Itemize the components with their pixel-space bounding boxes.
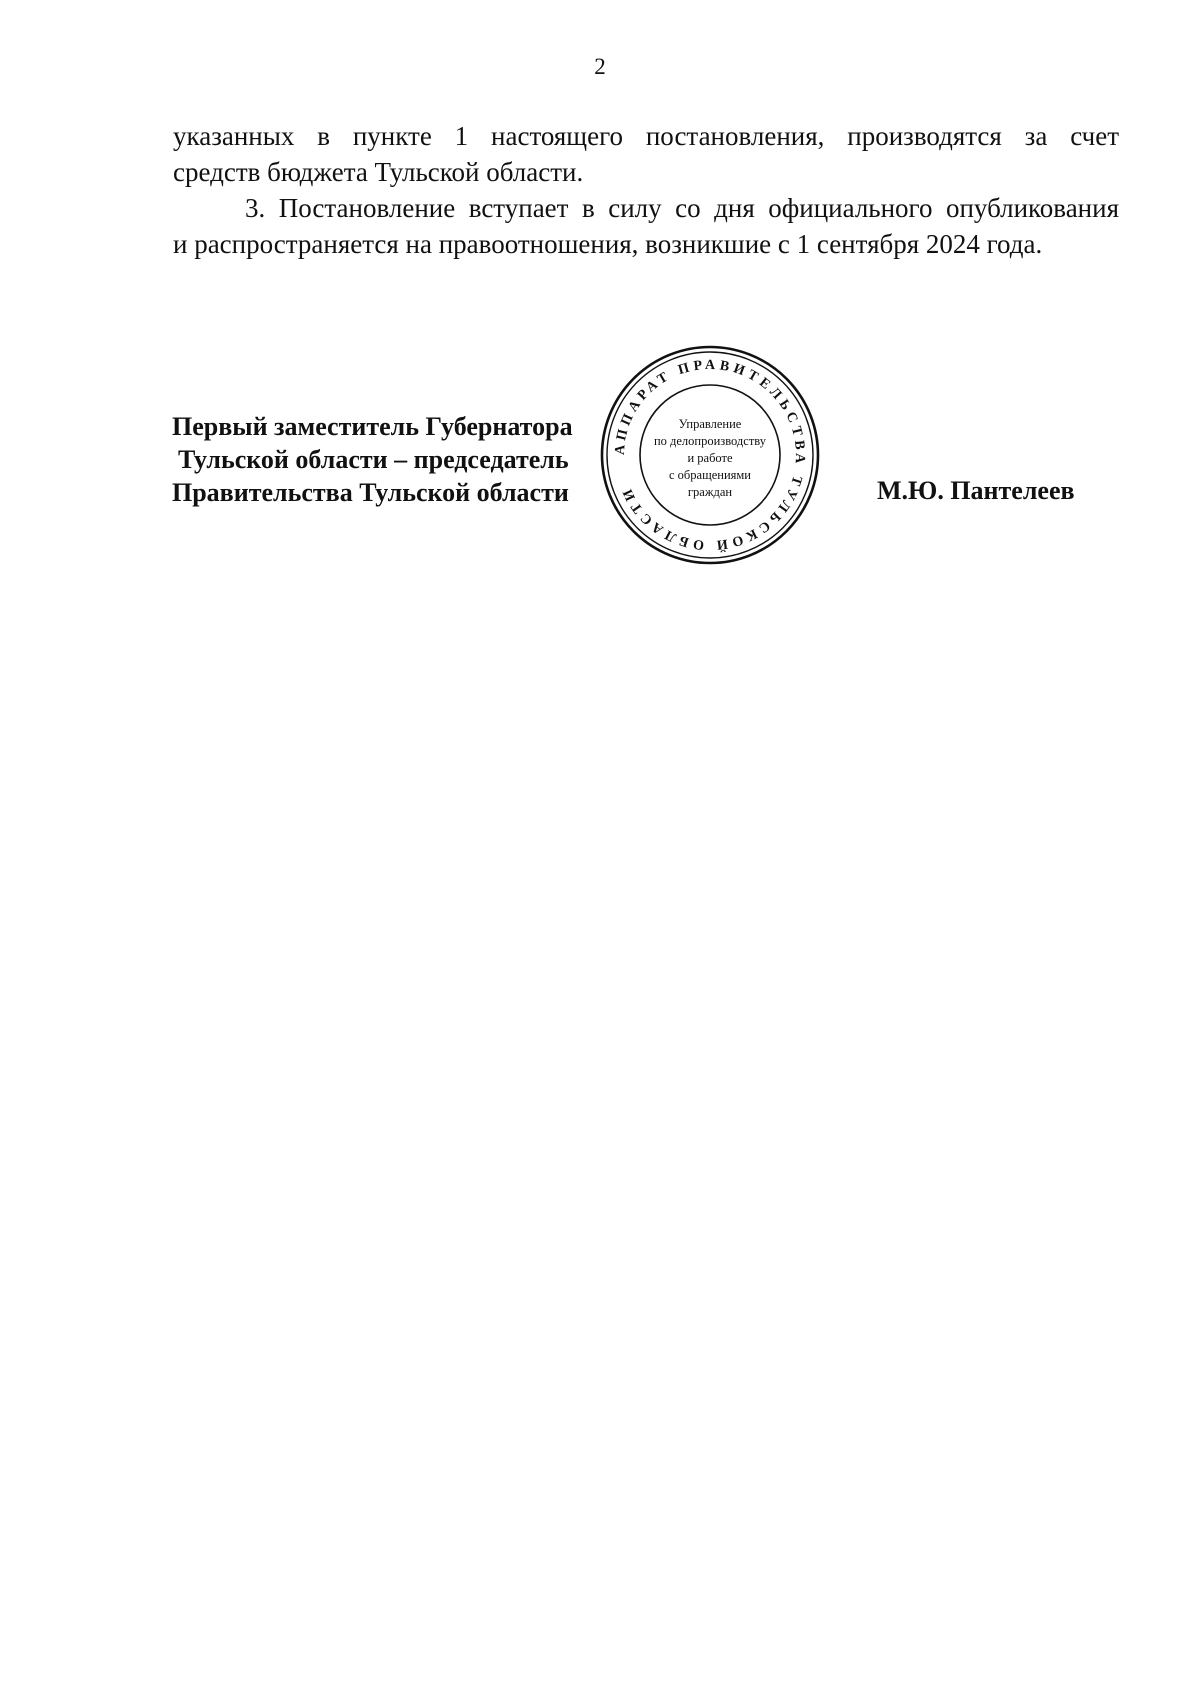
- paragraph-clause-3: [173, 190, 1119, 262]
- paragraph-line: 3. Постановление вступает в силу со дня официального опубликования: [245, 193, 1119, 223]
- signatory-position: [172, 410, 573, 509]
- seal-center-line: с обращениями: [669, 468, 751, 482]
- signatory-position-line: Правительства Тульской области: [172, 478, 569, 507]
- signatory-position-line: Тульской области – председатель: [178, 445, 569, 474]
- paragraph-line: указанных в пункте 1 настоящего постановления, производятся за счет: [173, 121, 1119, 151]
- seal-center-line: Управление: [678, 417, 742, 431]
- official-seal: [598, 343, 822, 567]
- paragraph-continuation: [173, 118, 1119, 190]
- seal-center-line: и работе: [687, 451, 733, 465]
- paragraph-line: и распространяется на правоотношения, возникшие с 1 сентября 2024 года.: [173, 229, 1043, 259]
- seal-center-line: по делопроизводству: [653, 434, 767, 448]
- page-number: 2: [594, 54, 606, 79]
- signatory-name: М.Ю. Пантелеев: [877, 476, 1075, 505]
- seal-center-line: граждан: [687, 485, 733, 499]
- paragraph-line: средств бюджета Тульской области.: [173, 157, 584, 187]
- signatory-position-line: Первый заместитель Губернатора: [172, 412, 573, 441]
- seal-ring-text: АППАРАТ ПРАВИТЕЛЬСТВА ТУЛЬСКОЙ ОБЛАСТИ: [612, 357, 808, 553]
